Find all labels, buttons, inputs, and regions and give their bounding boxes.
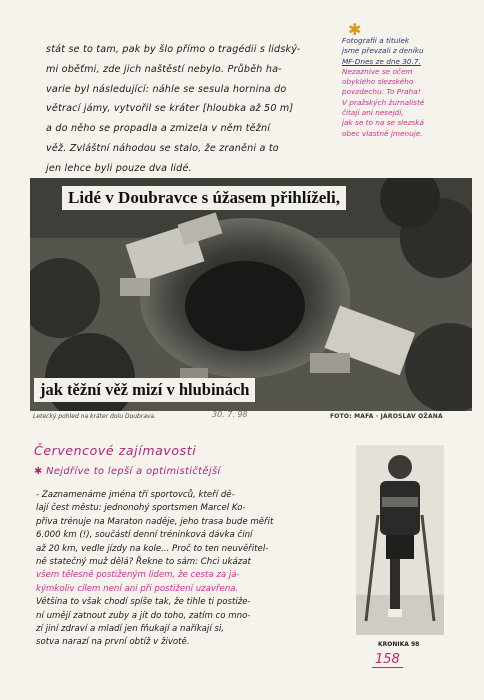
margin-note bbox=[342, 36, 474, 139]
athlete-on-crutches-illustration bbox=[356, 445, 444, 635]
body-line: kýmkoliv cílem není ani při postižení uzavřena. bbox=[36, 583, 239, 594]
note-line: povzdechu: To Praha! bbox=[342, 87, 421, 97]
top-text-line: a do něho se propadla a zmizela v něm těžní bbox=[46, 123, 271, 135]
note-line: čitají ani nesejdí, bbox=[342, 108, 404, 118]
body-line: přiva trénuje na Maraton naděje, jeho trasa bude měřit bbox=[36, 516, 274, 527]
photo-date: 30. 7. 98 bbox=[212, 410, 248, 419]
body-line: ní umějí zatnout zuby a jít do toho, zatím co mno- bbox=[36, 610, 251, 621]
body-line: sotva narazí na první obtíž v životě. bbox=[36, 637, 190, 648]
top-text-line: mi oběťmi, zde jich naštěstí nebylo. Průběh ha- bbox=[46, 63, 282, 75]
asterisk-icon: ✱ bbox=[348, 20, 362, 39]
kronika-label: KRONIKA 98 bbox=[378, 641, 420, 648]
note-line: V pražských žurnalisté bbox=[342, 97, 425, 107]
top-text-line: varie byl následující: náhle se sesula hornina do bbox=[46, 83, 287, 95]
crater-photo-illustration bbox=[30, 178, 472, 411]
section-title: Červencové zajímavosti bbox=[34, 443, 197, 458]
section-subtitle bbox=[34, 466, 221, 477]
top-text-line: stát se to tam, pak by šlo přímo o tragédii s lidský- bbox=[46, 44, 301, 55]
body-line: lají čest městu: jednonohý sportsmen Marcel Ko- bbox=[36, 503, 246, 514]
athlete-photo bbox=[356, 445, 444, 635]
headline-bottom: jak těžní věž mizí v hlubinách bbox=[34, 378, 255, 402]
subtitle-text: Nejdříve to lepší a optimističtější bbox=[46, 466, 221, 477]
body-line: ně statečný muž dělá? Řekne to sám: Chci ukázat bbox=[36, 557, 251, 568]
note-line: Fotografii a titulek bbox=[342, 36, 410, 45]
photo-caption: Letecký pohled na kráter dolu Doubrava. bbox=[33, 413, 157, 420]
top-text-line: věž. Zvláštní náhodou se stalo, že zraněni a to bbox=[46, 142, 279, 154]
section-body bbox=[36, 489, 356, 650]
top-text-line: větrací jámy, vytvořil se kráter [hloubka až 50 m] bbox=[46, 103, 294, 115]
top-text-line: jen lehce byli pouze dva lidé. bbox=[46, 162, 192, 174]
body-line: 6.000 km (!), součástí denní tréninková dávka činí bbox=[36, 530, 253, 541]
note-line: Nezaznive se očem bbox=[342, 66, 413, 76]
headline-top: Lidé v Doubravce s úžasem přihlíželi, bbox=[62, 186, 346, 210]
note-line: jak se to na se slezská bbox=[342, 118, 424, 128]
note-line: MF-Dnes ze dne 30.7. bbox=[342, 56, 421, 66]
aerial-crater-photo bbox=[30, 178, 472, 411]
body-line: všem tělesně postiženým lidem, že cesta za já- bbox=[36, 570, 240, 581]
photo-credit: FOTO: MAFA · JAROSLAV OŽANA bbox=[330, 413, 443, 420]
body-line: - Zaznamenáme jména tří sportovců, kteří dě- bbox=[36, 490, 235, 500]
page-number: 158 bbox=[372, 652, 403, 668]
top-handwritten-text bbox=[46, 40, 338, 179]
note-line: obec vlastně jmenuje. bbox=[342, 128, 423, 138]
bullet-asterisk-icon: ✱ bbox=[34, 466, 47, 477]
note-line: obyklého slezského bbox=[342, 77, 414, 87]
note-line: jsme převzali z deníku bbox=[342, 46, 424, 56]
body-line: až 20 km, vedle jízdy na kole... Proč to ten neuvěřitel- bbox=[36, 543, 269, 554]
body-line: zí jiní zdraví a mladí jen fňukají a naříkají si, bbox=[36, 624, 225, 635]
body-line: Většina to však chodí spíše tak, že tihle ti postiže- bbox=[36, 597, 251, 608]
